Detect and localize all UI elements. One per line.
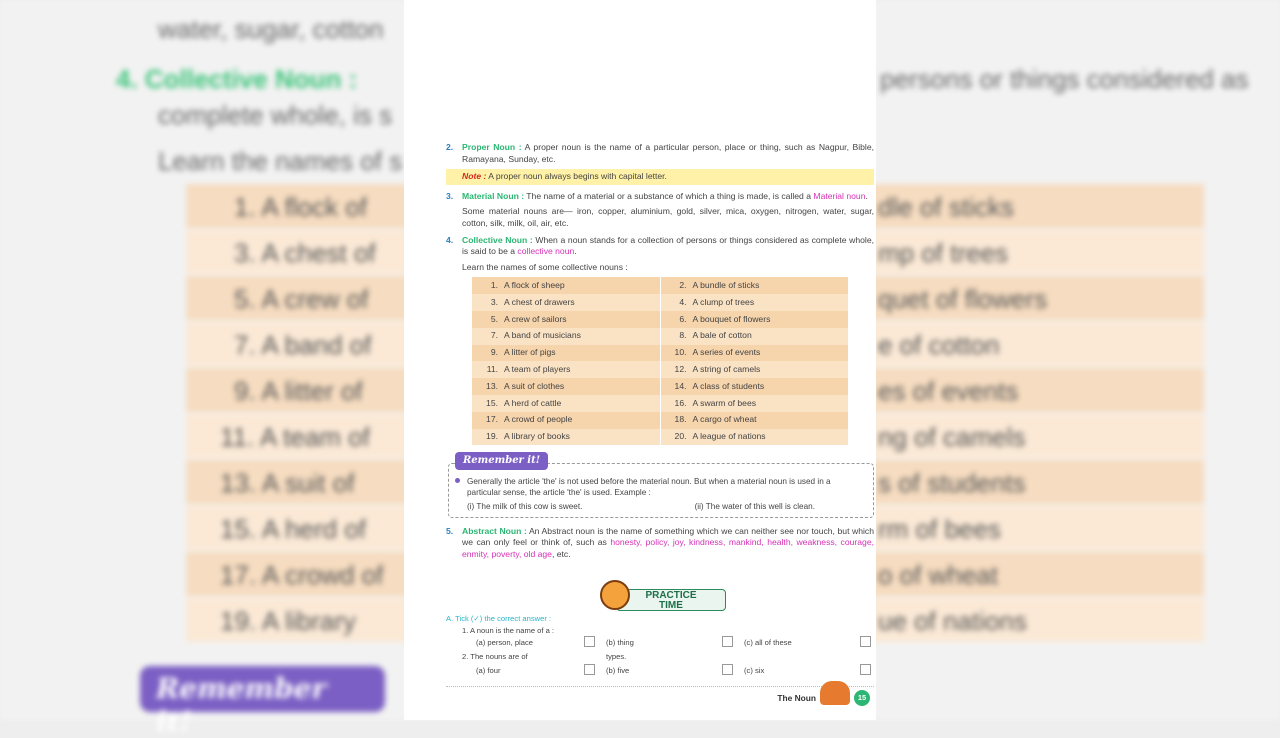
table-cell xyxy=(472,311,660,328)
item-number: 6. xyxy=(679,313,687,324)
option: (b) thing xyxy=(606,638,634,647)
bg-right-item: s of students xyxy=(878,468,1026,498)
abstract-noun-section xyxy=(446,526,874,561)
item-number: 7. xyxy=(490,330,498,341)
table-row xyxy=(472,395,848,412)
bg-right-item: mp of trees xyxy=(878,238,1009,268)
table-row xyxy=(472,345,848,362)
practice-line-2: TIME xyxy=(659,600,683,611)
section-end: , etc. xyxy=(551,548,571,559)
table-cell xyxy=(660,345,848,362)
collective-nouns-table xyxy=(472,277,848,445)
note-box xyxy=(446,169,874,185)
practice-line-1: PRACTICE xyxy=(645,590,697,601)
item-text: A clump of trees xyxy=(692,296,755,307)
section-number: 2. xyxy=(446,142,454,152)
exercise-heading: A. Tick (✓) the correct answer : xyxy=(446,614,552,623)
bg-left-item: 13. A suit of xyxy=(220,468,355,498)
bg-right-item: quet of flowers xyxy=(878,284,1048,314)
section-term: Proper Noun : xyxy=(462,142,522,152)
bg-right-item: e of cotton xyxy=(878,330,1000,360)
table-cell xyxy=(472,277,660,294)
question-2: 2. The nouns are of xyxy=(462,652,528,661)
remember-tag: Remember it! xyxy=(455,452,548,470)
page-content xyxy=(446,142,874,564)
bg-left-item: 9. A litter of xyxy=(234,376,363,406)
question-1-tail-row xyxy=(446,652,876,663)
option: (c) all of these xyxy=(744,638,792,647)
item-text: A flock of sheep xyxy=(504,279,565,290)
collective-noun-section xyxy=(446,235,874,258)
table-cell xyxy=(660,378,848,395)
item-number: 12. xyxy=(674,363,687,374)
bg-right-item: o of wheat xyxy=(878,560,998,590)
mascot-icon xyxy=(600,580,630,610)
bg-right-item: ng of camels xyxy=(878,422,1026,452)
item-number: 13. xyxy=(486,380,498,391)
item-text: A herd of cattle xyxy=(504,397,562,408)
table-cell xyxy=(472,328,660,345)
item-number: 10. xyxy=(674,347,687,358)
item-number: 5. xyxy=(490,313,498,324)
item-text: A league of nations xyxy=(692,431,766,442)
item-number: 11. xyxy=(486,363,498,374)
note-label: Note : xyxy=(462,171,487,182)
section-number: 3. xyxy=(446,190,454,201)
section-end: . xyxy=(574,246,577,257)
bg-line-top: water, sugar, cotton xyxy=(158,14,384,44)
proper-noun-section xyxy=(446,142,874,165)
material-noun-section xyxy=(446,191,874,203)
table-cell xyxy=(660,412,848,429)
table-cell xyxy=(472,429,660,446)
example-1: (i) The milk of this cow is sweet. xyxy=(467,502,583,512)
bg-left-item: 5. A crew of xyxy=(234,284,369,314)
item-number: 4. xyxy=(679,296,687,307)
item-text: A series of events xyxy=(692,347,761,358)
item-text: A swarm of bees xyxy=(692,397,757,408)
item-number: 19. xyxy=(486,431,498,442)
table-row xyxy=(472,429,848,446)
item-text: A band of musicians xyxy=(504,330,581,341)
remember-examples xyxy=(467,498,865,512)
highlight-term: Material noun xyxy=(813,190,866,201)
item-number: 20. xyxy=(674,431,687,442)
bg-left-item: 3. A chest of xyxy=(234,238,376,268)
table-row xyxy=(472,361,848,378)
answer-checkbox[interactable] xyxy=(860,664,871,675)
highlight-term: collective noun xyxy=(517,246,575,257)
example-2: (ii) The water of this well is clean. xyxy=(694,502,815,512)
section-term: Material Noun : xyxy=(462,190,525,201)
section-number: 5. xyxy=(446,525,454,536)
answer-checkbox[interactable] xyxy=(722,664,733,675)
table-cell xyxy=(660,277,848,294)
item-text: A string of camels xyxy=(692,363,761,374)
remember-text: Generally the article 'the' is not used before the material noun. But when a material noun is used in a particular sense, the article 'the' is used. Example : xyxy=(467,477,831,498)
item-number: 2. xyxy=(679,279,687,290)
question-1-tail: types. xyxy=(606,652,627,661)
reading-boy-icon xyxy=(820,681,850,705)
item-number: 9. xyxy=(490,347,498,358)
page-number: 15 xyxy=(854,690,870,706)
item-number: 8. xyxy=(679,330,687,341)
table-cell xyxy=(660,294,848,311)
material-examples: Some material nouns are— iron, copper, aluminium, gold, silver, mica, oxygen, nitrogen, water, sugar, cotton, silk, milk, oil, air, etc. xyxy=(462,206,874,228)
bg-collective-heading: 4. Collective Noun : xyxy=(116,64,358,94)
item-text: A bouquet of flowers xyxy=(692,313,771,324)
bg-left-item: 15. A herd of xyxy=(220,514,367,544)
section-text: The name of a material or a substance of which a thing is made, is called a xyxy=(524,190,814,201)
item-text: A team of players xyxy=(504,363,571,374)
remember-box xyxy=(448,455,874,517)
table-cell xyxy=(472,412,660,429)
section-term: Abstract Noun : xyxy=(462,525,527,536)
section-text: An Abstract noun is the name of something which we can neither see nor touch, but which we can only feel or think of, such as xyxy=(462,525,875,548)
table-row xyxy=(472,378,848,395)
item-text: A bundle of sticks xyxy=(692,279,760,290)
bg-left-item: 1. A flock of xyxy=(234,192,367,222)
item-text: A suit of clothes xyxy=(504,380,565,391)
item-text: A litter of pigs xyxy=(504,347,556,358)
table-cell xyxy=(472,361,660,378)
bg-left-item: 11. A team of xyxy=(220,422,370,452)
note-text: A proper noun always begins with capital letter. xyxy=(486,171,667,182)
item-number: 16. xyxy=(674,397,687,408)
item-number: 1. xyxy=(490,279,498,290)
table-cell xyxy=(660,328,848,345)
chapter-label: The Noun xyxy=(777,693,816,703)
table-row xyxy=(472,294,848,311)
answer-checkbox[interactable] xyxy=(584,636,595,647)
item-text: A crowd of people xyxy=(504,414,573,425)
table-cell xyxy=(472,294,660,311)
bg-right-item: ue of nations xyxy=(878,606,1027,636)
answer-checkbox[interactable] xyxy=(722,636,733,647)
table-cell xyxy=(660,361,848,378)
table-row xyxy=(472,277,848,294)
table-cell xyxy=(660,311,848,328)
table-row xyxy=(472,412,848,429)
bg-left-item: 7. A band of xyxy=(234,330,372,360)
item-number: 17. xyxy=(486,414,498,425)
item-text: A chest of drawers xyxy=(504,296,575,307)
item-number: 15. xyxy=(486,397,498,408)
section-text: When a noun stands for a collection of persons or things considered as complete whole, is said to be a xyxy=(462,234,874,257)
highlight-term: honesty, policy, joy, kindness, mankind, health, weakness, courage, enmity, poverty, old age xyxy=(462,537,874,559)
bg-left-item: 19. A library xyxy=(220,606,356,636)
practice-time-banner xyxy=(600,586,726,612)
bg-left-item: 17. A crowd of xyxy=(220,560,384,590)
option: (a) person, place xyxy=(476,638,533,647)
bg-learn: Learn the names of s xyxy=(158,146,403,176)
exercise xyxy=(446,614,876,680)
bg-right-item: rm of bees xyxy=(878,514,1001,544)
section-term: Collective Noun : xyxy=(462,234,533,245)
table-row xyxy=(472,328,848,345)
table-cell xyxy=(472,345,660,362)
item-text: A cargo of wheat xyxy=(692,414,757,425)
table-cell xyxy=(472,378,660,395)
book-page xyxy=(404,0,876,720)
bg-remember-tag: Remember it! xyxy=(140,666,385,712)
answer-checkbox[interactable] xyxy=(584,664,595,675)
item-text: A class of students xyxy=(692,380,765,391)
question-1-options xyxy=(446,638,876,652)
option: (a) four xyxy=(476,666,501,675)
section-text: A proper noun is the name of a particular person, place or thing, such as Nagpur, Bible, Ramayana, Sunday, etc. xyxy=(462,142,874,164)
item-text: A bale of cotton xyxy=(692,330,752,341)
bg-complete-whole: complete whole, is s xyxy=(158,100,393,130)
bullet-icon xyxy=(455,478,460,483)
page-footer xyxy=(446,686,874,710)
item-text: A library of books xyxy=(504,431,570,442)
bg-right-top: persons or things considered as xyxy=(880,64,1249,94)
bg-right-item: dle of sticks xyxy=(878,192,1014,222)
collective-learn: Learn the names of some collective nouns : xyxy=(462,261,628,272)
option: (b) five xyxy=(606,666,630,675)
table-cell xyxy=(660,429,848,446)
table-row xyxy=(472,311,848,328)
practice-label xyxy=(616,589,726,611)
item-number: 14. xyxy=(674,380,687,391)
table-cell xyxy=(660,395,848,412)
item-text: A crew of sailors xyxy=(504,313,567,324)
item-number: 18. xyxy=(674,414,687,425)
section-end: . xyxy=(865,190,868,201)
item-number: 3. xyxy=(490,296,498,307)
question-1: 1. A noun is the name of a : xyxy=(462,626,555,635)
section-number: 4. xyxy=(446,234,454,245)
option: (c) six xyxy=(744,666,765,675)
table-cell xyxy=(472,395,660,412)
question-2-options xyxy=(446,666,876,680)
answer-checkbox[interactable] xyxy=(860,636,871,647)
bg-right-item: es of events xyxy=(878,376,1019,406)
